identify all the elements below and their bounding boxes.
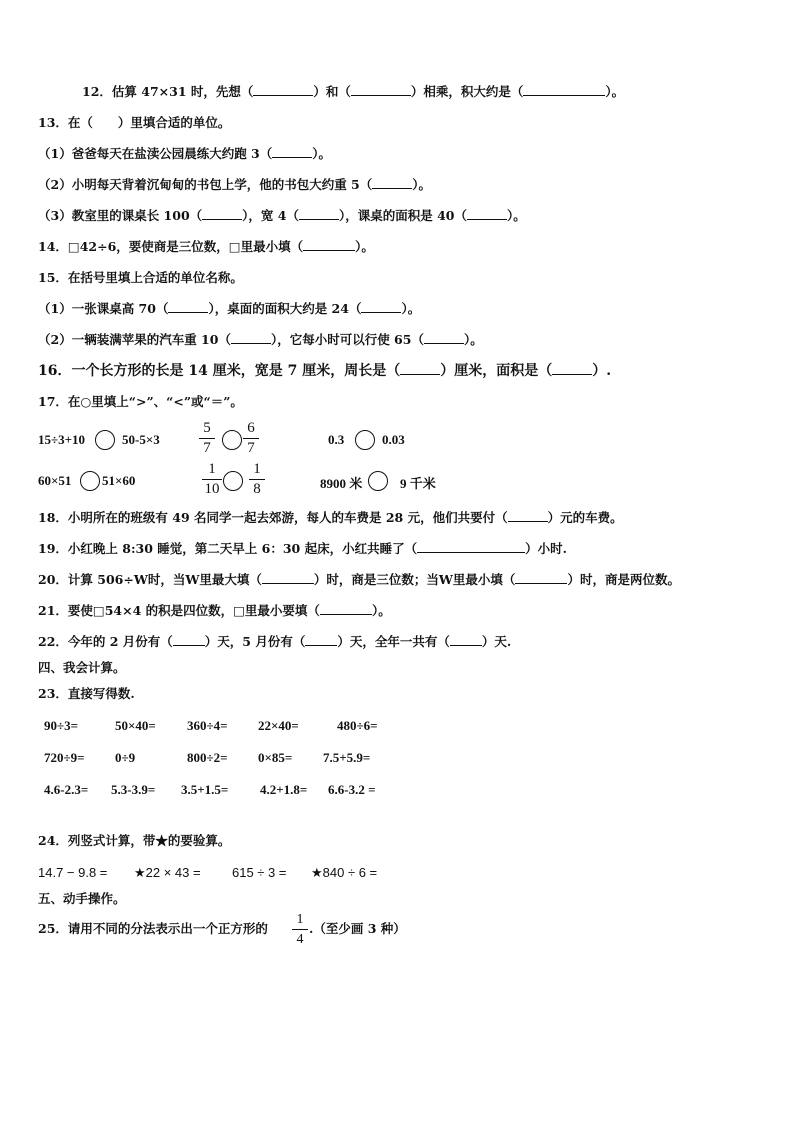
fraction-5-7: 5 7	[199, 421, 215, 456]
question-17-title: 17．在○里填上“>”、“<”或“＝”。	[38, 394, 243, 409]
question-15-title: 15．在括号里填上合适的单位名称。	[38, 270, 243, 285]
answer-blank[interactable]	[305, 634, 337, 646]
answer-blank[interactable]	[515, 572, 567, 584]
compare-left: 60×51	[38, 473, 72, 488]
question-15-part-1: （1）一张课桌高 70（ ），桌面的面积大约是 24（ ）。	[38, 301, 421, 316]
question-13-part-1: （1）爸爸每天在盐渎公园晨练大约跑 3（ ）。	[38, 146, 332, 161]
question-19: 19．小红晚上 8:30 睡觉，第二天早上 6：30 起床，小红共睡了（ ）小时.	[38, 541, 567, 556]
question-13-part-3: （3）教室里的课桌长 100（ ），宽 4（ ），课桌的面积是 40（ ）。	[38, 208, 526, 223]
question-23-title: 23．直接写得数.	[38, 686, 135, 701]
answer-blank[interactable]	[351, 84, 411, 96]
mental-calc: 360÷4=	[187, 718, 228, 733]
section-4-heading: 四、我会计算。	[38, 660, 126, 675]
answer-blank[interactable]	[231, 332, 271, 344]
compare-circle[interactable]	[222, 430, 242, 450]
mental-calc: 50×40=	[115, 718, 156, 733]
question-25-suffix: .（至少画 3 种）	[309, 921, 406, 936]
question-14: 14．□42÷6，要使商是三位数，□里最小填（ ）。	[38, 239, 374, 254]
vertical-calc: 14.7 − 9.8 =	[38, 865, 108, 880]
fraction-1-8: 1 8	[249, 462, 265, 497]
question-21: 21．要使□54×4 的积是四位数，□里最小要填（ ）。	[38, 603, 391, 618]
answer-blank[interactable]	[202, 208, 242, 220]
fraction-1-10: 1 10	[202, 462, 222, 497]
section-5-heading: 五、动手操作。	[38, 891, 126, 906]
answer-blank[interactable]	[467, 208, 507, 220]
mental-calc: 22×40=	[258, 718, 299, 733]
answer-blank[interactable]	[523, 84, 605, 96]
compare-right: 50-5×3	[122, 432, 160, 447]
compare-right: 0.03	[382, 432, 405, 447]
vertical-calc-verify: ★22 × 43 =	[134, 865, 201, 880]
compare-right: 9 千米	[400, 476, 436, 491]
mental-calc: 0×85=	[258, 750, 293, 765]
question-20: 20．计算 506÷W时，当W里最大填（ ）时，商是三位数；当W里最小填（ ）时，商是两位数。	[38, 572, 680, 587]
mental-calc: 3.5+1.5=	[181, 782, 229, 797]
answer-blank[interactable]	[299, 208, 339, 220]
mental-calc: 480÷6=	[337, 718, 378, 733]
answer-blank[interactable]	[508, 510, 548, 522]
answer-blank[interactable]	[400, 363, 440, 375]
answer-blank[interactable]	[303, 239, 355, 251]
mental-calc: 720÷9=	[44, 750, 85, 765]
answer-blank[interactable]	[424, 332, 464, 344]
mental-calc: 90÷3=	[44, 718, 79, 733]
compare-right: 51×60	[102, 473, 136, 488]
answer-blank[interactable]	[320, 603, 372, 615]
answer-blank[interactable]	[372, 177, 412, 189]
question-18: 18．小明所在的班级有 49 名同学一起去郊游，每人的车费是 28 元，他们共要付（ ）元的车费。	[38, 510, 623, 525]
compare-left: 15÷3+10	[38, 432, 86, 447]
answer-blank[interactable]	[417, 541, 525, 553]
answer-blank[interactable]	[450, 634, 482, 646]
compare-circle[interactable]	[223, 471, 243, 491]
question-15-part-2: （2）一辆装满苹果的汽车重 10（ ），它每小时可以行使 65（ ）。	[38, 332, 483, 347]
mental-calc: 4.6-2.3=	[44, 782, 89, 797]
answer-blank[interactable]	[253, 84, 313, 96]
mental-calc: 5.3-3.9=	[111, 782, 156, 797]
question-25: 25．请用不同的分法表示出一个正方形的	[38, 921, 268, 936]
answer-blank[interactable]	[361, 301, 401, 313]
compare-circle[interactable]	[355, 430, 375, 450]
mental-calc: 800÷2=	[187, 750, 228, 765]
mental-calc: 7.5+5.9=	[323, 750, 371, 765]
question-13-part-2: （2）小明每天背着沉甸甸的书包上学，他的书包大约重 5（ ）。	[38, 177, 432, 192]
vertical-calc-verify: ★840 ÷ 6 =	[311, 865, 378, 880]
question-24-title: 24．列竖式计算，带★的要验算。	[38, 833, 231, 848]
question-12: 12．估算 47×31 时，先想（ ）和（ ）相乘，积大约是（ ）。	[82, 84, 625, 99]
compare-circle[interactable]	[368, 471, 388, 491]
answer-blank[interactable]	[262, 572, 314, 584]
question-22: 22．今年的 2 月份有（ ）天，5 月份有（ ）天，全年一共有（ ）天.	[38, 634, 512, 649]
answer-blank[interactable]	[272, 146, 312, 158]
question-13-title: 13．在（ ）里填合适的单位。	[38, 115, 231, 130]
answer-blank[interactable]	[168, 301, 208, 313]
fraction-1-4: 1 4	[292, 912, 308, 947]
mental-calc: 4.2+1.8=	[260, 782, 308, 797]
mental-calc: 0÷9	[115, 750, 136, 765]
mental-calc: 6.6-3.2 =	[328, 782, 376, 797]
compare-circle[interactable]	[95, 430, 115, 450]
compare-circle[interactable]	[80, 471, 100, 491]
answer-blank[interactable]	[173, 634, 205, 646]
compare-left: 0.3	[328, 432, 345, 447]
question-16: 16．一个长方形的长是 14 厘米，宽是 7 厘米，周长是（ ）厘米，面积是（ ）.	[38, 363, 612, 379]
vertical-calc: 615 ÷ 3 =	[232, 865, 287, 880]
answer-blank[interactable]	[552, 363, 592, 375]
fraction-6-7: 6 7	[243, 421, 259, 456]
compare-left: 8900 米	[320, 476, 363, 491]
